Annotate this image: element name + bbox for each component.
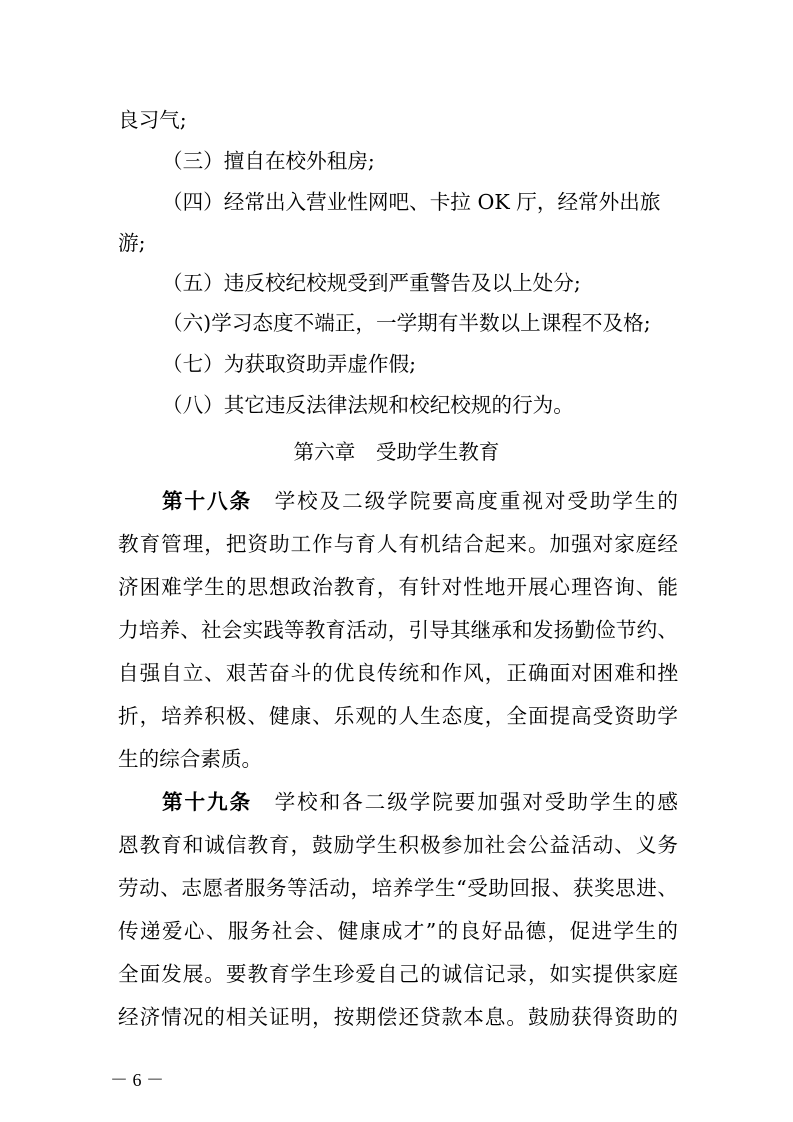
text-line: 良习气;: [118, 108, 187, 132]
list-item: （七）为获取资助弄虚作假;: [162, 352, 417, 376]
paragraph-line: 经济情况的相关证明，按期偿还贷款本息。鼓励获得资助的: [118, 1005, 678, 1029]
paragraph-line: 力培养、社会实践等教育活动，引导其继承和发扬勤俭节约、: [118, 618, 678, 642]
paragraph-line: 恩教育和诚信教育，鼓励学生积极参加社会公益活动、义务: [118, 833, 678, 857]
paragraph-line: 传递爱心、服务社会、健康成才”的良好品德，促进学生的: [118, 919, 678, 943]
paragraph-line: 自强自立、艰苦奋斗的优良传统和作风，正确面对困难和挫: [118, 661, 678, 685]
list-item: （八）其它违反法律法规和校纪校规的行为。: [162, 393, 574, 417]
chapter-heading: 第六章 受助学生教育: [293, 440, 500, 464]
text-line: 游;: [118, 231, 146, 255]
paragraph-line: 教育管理，把资助工作与育人有机结合起来。加强对家庭经: [118, 532, 678, 556]
page-number: － 6 －: [110, 1070, 164, 1090]
article-18-label: 第十八条: [162, 489, 253, 513]
article-19-text: 学校和各二级学院要加强对受助学生的感: [272, 790, 679, 814]
paragraph-line: 济困难学生的思想政治教育，有针对性地开展心理咨询、能: [118, 575, 678, 599]
paragraph-line: 生的综合素质。: [118, 747, 263, 771]
paragraph-line: 全面发展。要教育学生珍爱自己的诚信记录，如实提供家庭: [118, 962, 678, 986]
paragraph-line: 折，培养积极、健康、乐观的人生态度，全面提高受资助学: [118, 704, 678, 728]
article-19-label: 第十九条: [162, 790, 253, 814]
list-item: （五）违反校纪校规受到严重警告及以上处分;: [162, 271, 581, 295]
list-item: （三）擅自在校外租房;: [162, 149, 375, 173]
list-item: （四）经常出入营业性网吧、卡拉 OK 厅，经常外出旅: [162, 190, 661, 214]
paragraph-line: 劳动、志愿者服务等活动，培养学生“受助回报、获奖思进、: [118, 876, 678, 900]
article-19-first-line: [162, 788, 678, 816]
article-18-text: 学校及二级学院要高度重视对受助学生的: [272, 489, 679, 513]
article-18-first-line: [162, 487, 678, 515]
list-item: （六)学习态度不端正，一学期有半数以上课程不及格;: [162, 311, 651, 335]
